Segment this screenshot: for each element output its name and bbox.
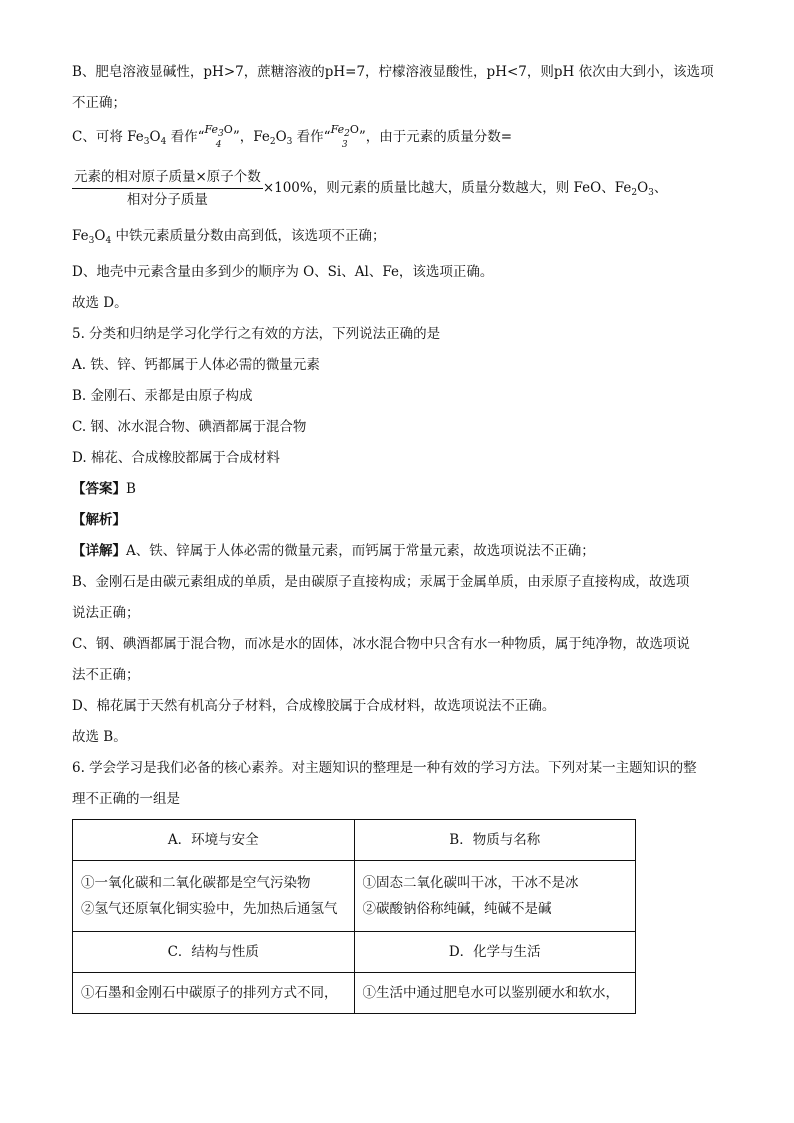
formula-end: 、	[653, 180, 668, 196]
subscript: 3	[143, 137, 150, 147]
c-text-mid: 看作“	[166, 129, 205, 145]
c-text-o2: O	[275, 129, 287, 145]
detail-a-line	[72, 541, 722, 561]
subscript: 3	[286, 137, 293, 147]
frac-fe-a-den: 4	[215, 140, 222, 150]
detail-b-line-2: 说法正确；	[72, 605, 140, 621]
detail-b-line-1: B、金刚石是由碳元素组成的单质，是由碳原子直接构成；汞属于金属单质，由汞原子直接构成，故选项	[72, 574, 690, 590]
question-6-stem-1: 6. 学会学习是我们必备的核心素养。对主题知识的整理是一种有效的学习方法。下列对某一主题知识的整	[72, 760, 697, 776]
formula-sub1: 2	[631, 188, 638, 198]
fe3o4-sub1: 3	[88, 236, 95, 246]
table-c-item-1: ①石墨和金刚石中碳原子的排列方式不同，	[81, 985, 338, 1001]
choose-b-line: 故选 B。	[72, 729, 127, 745]
detail-c-line-2: 法不正确；	[72, 667, 140, 683]
question-5-option-a: A. 铁、锌、钙都属于人体必需的微量元素	[72, 357, 320, 373]
frac-fe-b-o: O	[349, 123, 359, 136]
mass-fraction-formula	[72, 168, 263, 209]
table-head-d: D．化学与生活	[354, 932, 636, 973]
table-b-item-2: ②碳酸钠俗称纯碱，纯碱不是碱	[362, 901, 552, 917]
analysis-label: 【解析】	[72, 512, 126, 528]
mass-fraction-formula-line	[72, 166, 722, 215]
question-6-stem-2: 理不正确的一组是	[72, 791, 180, 807]
question-5-option-b: B. 金刚石、汞都是由原子构成	[72, 388, 253, 404]
formula-denominator: 相对分子质量	[126, 192, 208, 208]
question-5-stem: 5. 分类和归纳是学习化学行之有效的方法，下列说法正确的是	[72, 326, 441, 342]
c-text-end: ”，由于元素的质量分数=	[358, 129, 513, 145]
fe2-3-o-fraction	[331, 124, 359, 151]
formula-o: O	[637, 180, 649, 196]
subscript: 4	[160, 137, 167, 147]
frac-fe-a: Fe	[204, 123, 219, 136]
detail-c-line-1: C、钢、碘酒都属于混合物，而冰是水的固体，冰水混合物中只含有水一种物质，属于纯净物，故选项说	[72, 636, 690, 652]
b-explanation-line-2: 不正确；	[72, 95, 126, 111]
table-cell-c	[73, 973, 355, 1014]
frac-fe-b: Fe	[330, 123, 345, 136]
formula-sub2: 3	[648, 188, 654, 198]
table-head-a: A．环境与安全	[73, 820, 355, 861]
c-text-o: O	[149, 129, 161, 145]
choose-d-line: 故选 D。	[72, 295, 128, 311]
detail-a-text: A、铁、锌属于人体必需的微量元素，而钙属于常量元素，故选项说法不正确；	[126, 543, 595, 559]
fe3o4-text: 中铁元素质量分数由高到低，该选项不正确；	[111, 228, 386, 244]
subscript: 2	[269, 137, 276, 147]
answer-label: 【答案】	[72, 481, 126, 497]
fe3o4-sub2: 4	[105, 236, 112, 246]
table-d-item-1: ①生活中通过肥皂水可以鉴别硬水和软水，	[362, 985, 619, 1001]
answer-value: B	[126, 481, 136, 497]
frac-fe-a-o: O	[223, 123, 233, 136]
c-text-prefix: C、可将 Fe	[72, 129, 144, 145]
question-5-option-d: D. 棉花、合成橡胶都属于合成材料	[72, 450, 280, 466]
table-a-item-1: ①一氧化碳和二氧化碳都是空气污染物	[81, 875, 311, 891]
b-explanation-line-1: B、肥皂溶液显碱性，pH>7，蔗糖溶液的pH=7，柠檬溶液显酸性，pH<7，则pH 依次由大到小，该选项	[72, 64, 714, 80]
c-text-mid3: ”，Fe	[232, 129, 270, 145]
formula-after-text: ×100%，则元素的质量比越大，质量分数越大，则 FeO、Fe	[262, 180, 632, 196]
table-head-c: C．结构与性质	[73, 932, 355, 973]
table-a-item-2: ②氢气还原氧化铜实验中，先加热后通氢气	[81, 901, 338, 917]
table-cell-b	[354, 861, 636, 932]
detail-d-line: D、棉花属于天然有机高分子材料，合成橡胶属于合成材料，故选项说法不正确。	[72, 698, 556, 714]
c-text-mid5: 看作“	[292, 129, 331, 145]
table-row	[73, 861, 636, 932]
d-explanation-line: D、地壳中元素含量由多到少的顺序为 O、Si、Al、Fe，该选项正确。	[72, 264, 494, 280]
document-page	[72, 62, 722, 1014]
c-explanation-line	[72, 124, 722, 155]
frac-fe-b-den: 3	[341, 140, 348, 150]
table-head-b: B．物质与名称	[354, 820, 636, 861]
frac-fe-a-sub: 3	[218, 129, 224, 139]
fe3o4-line	[72, 226, 722, 251]
question-6-table	[72, 819, 636, 1014]
table-cell-a	[73, 861, 355, 932]
detail-label: 【详解】	[72, 543, 126, 559]
table-row	[73, 820, 636, 861]
fe3o4-fe: Fe	[72, 228, 89, 244]
table-row	[73, 973, 636, 1014]
table-row	[73, 932, 636, 973]
formula-numerator: 元素的相对原子质量×原子个数	[72, 168, 263, 189]
answer-line	[72, 479, 722, 499]
analysis-line	[72, 510, 722, 530]
fe3o4-o: O	[94, 228, 106, 244]
frac-fe-b-sub: 2	[344, 129, 350, 139]
question-5-option-c: C. 钢、冰水混合物、碘酒都属于混合物	[72, 419, 307, 435]
fe3-4-o-fraction	[205, 124, 233, 151]
table-cell-d	[354, 973, 636, 1014]
table-b-item-1: ①固态二氧化碳叫干冰，干冰不是冰	[362, 875, 579, 891]
